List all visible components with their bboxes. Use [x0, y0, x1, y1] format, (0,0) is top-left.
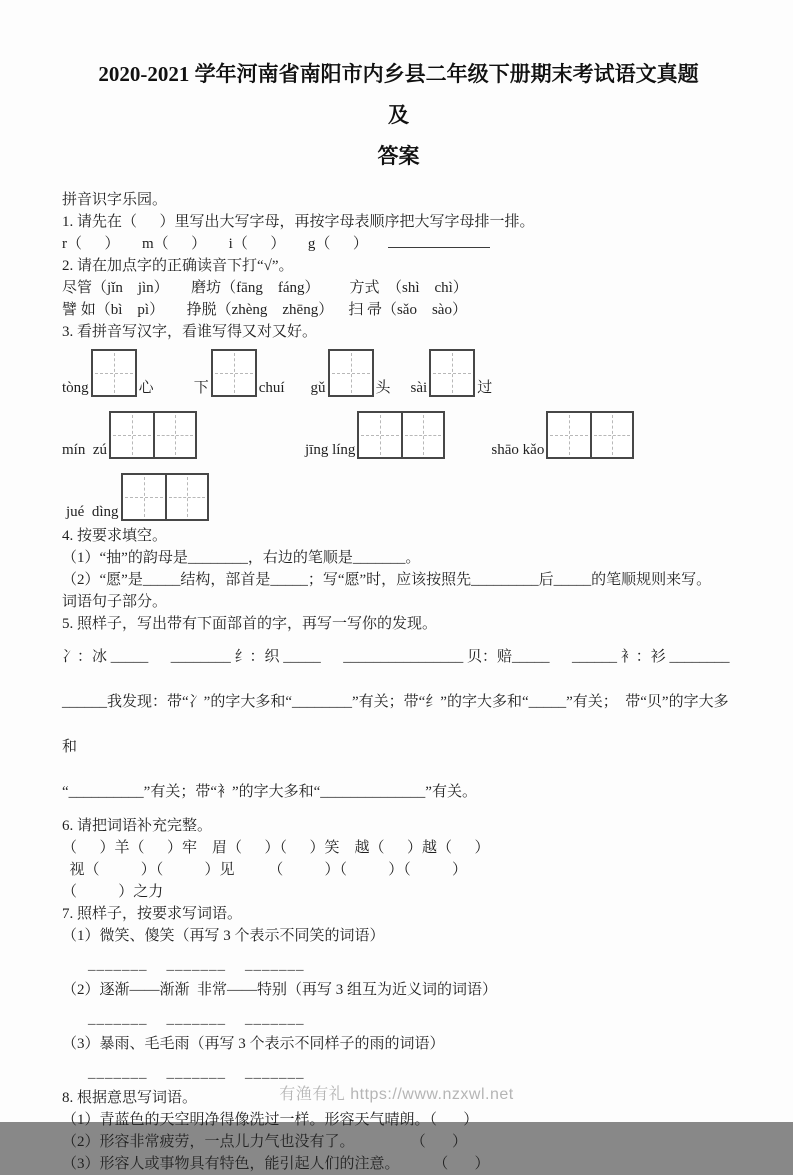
page-title [62, 0, 735, 189]
q5-discover-line2: “__________”有关；带“衤”的字大多和“______________”有关。 [62, 784, 477, 800]
q1-answer-line [62, 233, 735, 255]
q3-box-item-jueding [66, 473, 209, 521]
writing-box [211, 349, 257, 397]
tianzige-cell [213, 351, 255, 395]
tianzige-cell [111, 413, 153, 457]
tianzige-cell [93, 351, 135, 395]
q7-blanks-1: _______ _______ _______ [88, 957, 305, 973]
writing-box-double [121, 473, 209, 521]
pinyin-label: gǔ [310, 380, 326, 396]
q5-radicals-line: 冫：冰 _____ ________ 纟：织 _____ ________________ 贝：赔_____ ______ 衤：衫 ________ [62, 649, 730, 665]
hanzi-label: 下 [193, 380, 209, 396]
writing-box [328, 349, 374, 397]
pinyin-label: shāo kǎo [491, 442, 545, 458]
hanzi-label: 心 [138, 380, 154, 396]
q3-box-row-2 [62, 411, 735, 459]
q7-sub2: （2）逐渐——渐渐 非常——特别（再写 3 组互为近义词的词语） [62, 982, 498, 998]
q8-sub3: （3）形容人或事物具有特色，能引起人们的注意。 （ ） [62, 1156, 490, 1172]
page-title-line1: 2020-2021 学年河南省南阳市内乡县二年级下册期末考试语文真题及 [98, 62, 699, 127]
q3-box-item-saiguo [411, 349, 493, 397]
q4-sub2: （2）“愿”是_____结构，部首是_____；写“愿”时，应该按照先_________后_____的笔顺规则来写。 [62, 572, 712, 588]
tianzige-cell [590, 413, 632, 457]
pinyin-label: jīng líng [305, 442, 356, 458]
pinyin-label: tòng [62, 380, 89, 396]
tianzige-cell [359, 413, 401, 457]
pinyin-label: jué dìng [66, 504, 119, 520]
q3-box-item-minzu [62, 411, 197, 459]
q7-sub3: （3）暴雨、毛毛雨（再写 3 个表示不同样子的雨的词语） [62, 1036, 445, 1052]
q6-row3: （ ）之力 [62, 884, 164, 900]
pinyin-label: sài [410, 380, 428, 396]
q4-sub1: （1）“抽”的韵母是________，右边的笔顺是_______。 [62, 550, 421, 566]
q6-row1: （ ）羊（ ）牢 眉（ ）（ ）笑 越（ ）越（ ） [62, 840, 490, 856]
q2-options-row2: 譬 如（bì pì） 挣脱（zhèng zhēng） 扫 帚（sǎo sào） [62, 302, 467, 318]
q3-box-item-gutou [311, 349, 391, 397]
tianzige-cell [401, 413, 443, 457]
pinyin-label: mín zú [62, 442, 107, 458]
watermark-footer: 有渔有礼 https://www.nzxwl.net [279, 1086, 514, 1103]
page-title-line2: 答案 [377, 144, 420, 168]
q3-box-item-shaokao [491, 411, 634, 459]
q2-prompt: 2. 请在加点字的正确读音下打“√”。 [62, 258, 294, 274]
hanzi-label: 头 [375, 380, 391, 396]
q2-options-row1: 尽管（jǐn jìn） 磨坊（fāng fáng） 方式 （shì chì） [62, 280, 468, 296]
q6-prompt: 6. 请把词语补充完整。 [62, 818, 213, 834]
section-header-pinyin: 拼音识字乐园。 [62, 192, 168, 208]
section-header-words: 词语句子部分。 [62, 594, 168, 610]
writing-box [91, 349, 137, 397]
q6-row2: 视（ ）（ ）见 （ ）（ ）（ ） [62, 862, 468, 878]
writing-box-double [109, 411, 197, 459]
tianzige-cell [153, 413, 195, 457]
writing-box-double [357, 411, 445, 459]
q3-box-item-tongxin [62, 349, 154, 397]
q5-prompt: 5. 照样子，写出带有下面部首的字，再写一写你的发现。 [62, 616, 438, 632]
q7-prompt: 7. 照样子，按要求写词语。 [62, 906, 243, 922]
tianzige-cell [330, 351, 372, 395]
q1-prompt: 1. 请先在（ ）里写出大写字母，再按字母表顺序把大写字母排一排。 [62, 214, 535, 230]
q5-discover-line1: ______我发现：带“冫”的字大多和“________”有关；带“纟”的字大多和“_____”有关； 带“贝”的字大多和 [62, 694, 729, 755]
hanzi-label: 过 [477, 380, 493, 396]
tianzige-cell [431, 351, 473, 395]
q8-prompt: 8. 根据意思写词语。 [62, 1090, 198, 1106]
q7-blanks-2: _______ _______ _______ [88, 1011, 305, 1027]
q8-sub2: （2）形容非常疲劳，一点儿力气也没有了。 （ ） [62, 1134, 468, 1150]
pinyin-label: chuí [258, 380, 285, 396]
tianzige-cell [165, 475, 207, 519]
writing-box-double [546, 411, 634, 459]
q1-answer-blank [388, 234, 490, 248]
writing-box [429, 349, 475, 397]
q4-prompt: 4. 按要求填空。 [62, 528, 168, 544]
q3-box-row-3 [66, 473, 735, 521]
q3-box-item-jingling [305, 411, 445, 459]
tianzige-cell [548, 413, 590, 457]
q3-box-item-xiachui [194, 349, 285, 397]
tianzige-cell [123, 475, 165, 519]
q3-box-row-1 [62, 349, 735, 397]
q7-blanks-3: _______ _______ _______ [88, 1065, 305, 1081]
q7-sub1: （1）微笑、傻笑（再写 3 个表示不同笑的词语） [62, 928, 385, 944]
q8-sub1: （1）青蓝色的天空明净得像洗过一样。形容天气晴朗。（ ） [62, 1112, 479, 1128]
q3-prompt: 3. 看拼音写汉字，看谁写得又对又好。 [62, 324, 318, 340]
q1-letter-items: r（ ） m（ ） i（ ） g（ ） [62, 236, 368, 252]
